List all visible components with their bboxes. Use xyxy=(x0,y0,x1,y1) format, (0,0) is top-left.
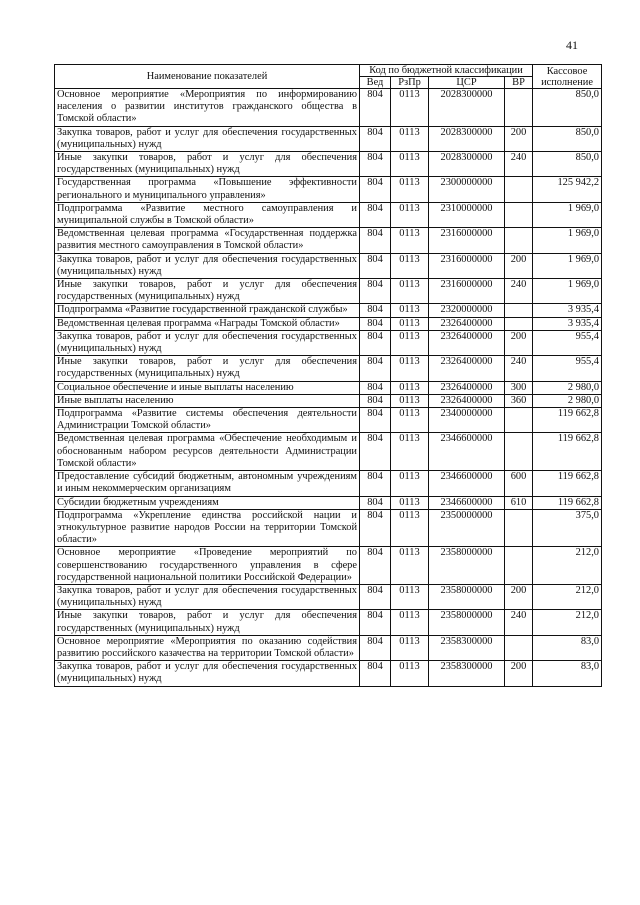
row-ved: 804 xyxy=(360,471,391,496)
row-ved: 804 xyxy=(360,202,391,227)
row-amount: 119 662,8 xyxy=(533,471,602,496)
row-csr: 2326400000 xyxy=(429,381,505,394)
table-row xyxy=(55,584,602,609)
row-vr: 200 xyxy=(505,126,533,151)
row-ved: 804 xyxy=(360,381,391,394)
row-name: Иные закупки товаров, работ и услуг для обеспечения государственных (муниципальных) нужд xyxy=(55,279,360,304)
row-csr: 2358000000 xyxy=(429,584,505,609)
table-row xyxy=(55,471,602,496)
row-csr: 2346600000 xyxy=(429,496,505,509)
table-row xyxy=(55,177,602,202)
header-amount-column: Кассовое исполнение xyxy=(533,65,602,89)
row-amount: 955,4 xyxy=(533,330,602,355)
row-name: Закупка товаров, работ и услуг для обеспечения государственных (муниципальных) нужд xyxy=(55,330,360,355)
row-vr: 200 xyxy=(505,661,533,686)
row-ved: 804 xyxy=(360,89,391,127)
row-csr: 2350000000 xyxy=(429,509,505,547)
row-name: Подпрограмма «Развитие государственной гражданской службы» xyxy=(55,304,360,317)
header-ved: Вед xyxy=(360,77,391,89)
row-rzpr: 0113 xyxy=(391,433,429,471)
row-rzpr: 0113 xyxy=(391,279,429,304)
row-csr: 2340000000 xyxy=(429,408,505,433)
row-vr xyxy=(505,317,533,330)
row-csr: 2320000000 xyxy=(429,304,505,317)
row-rzpr: 0113 xyxy=(391,584,429,609)
table-row xyxy=(55,152,602,177)
row-rzpr: 0113 xyxy=(391,152,429,177)
row-ved: 804 xyxy=(360,304,391,317)
row-rzpr: 0113 xyxy=(391,509,429,547)
table-row xyxy=(55,610,602,635)
row-vr xyxy=(505,635,533,660)
row-vr: 200 xyxy=(505,253,533,278)
row-csr: 2358300000 xyxy=(429,661,505,686)
row-amount: 955,4 xyxy=(533,356,602,381)
row-amount: 1 969,0 xyxy=(533,228,602,253)
table-row xyxy=(55,496,602,509)
row-name: Подпрограмма «Укрепление единства российской нации и этнокультурное развитие народов России на территории Томской области» xyxy=(55,509,360,547)
table-row xyxy=(55,279,602,304)
row-amount: 1 969,0 xyxy=(533,279,602,304)
row-csr: 2316000000 xyxy=(429,228,505,253)
row-amount: 212,0 xyxy=(533,584,602,609)
row-name: Государственная программа «Повышение эффективности регионального и муниципального управления» xyxy=(55,177,360,202)
row-name: Основное мероприятие «Проведение мероприятий по совершенствованию государственного управления в сфере государственной национальной политики Российской Федерации» xyxy=(55,547,360,585)
row-rzpr: 0113 xyxy=(391,228,429,253)
row-vr: 600 xyxy=(505,471,533,496)
row-rzpr: 0113 xyxy=(391,547,429,585)
row-name: Социальное обеспечение и иные выплаты населению xyxy=(55,381,360,394)
table-row xyxy=(55,381,602,394)
table-row xyxy=(55,228,602,253)
row-name: Иные закупки товаров, работ и услуг для обеспечения государственных (муниципальных) нужд xyxy=(55,610,360,635)
row-name: Ведомственная целевая программа «Государственная поддержка развития местного самоуправления в Томской области» xyxy=(55,228,360,253)
row-amount: 119 662,8 xyxy=(533,433,602,471)
table-row xyxy=(55,509,602,547)
row-ved: 804 xyxy=(360,408,391,433)
header-rzpr: РзПр xyxy=(391,77,429,89)
row-name: Закупка товаров, работ и услуг для обеспечения государственных (муниципальных) нужд xyxy=(55,661,360,686)
row-vr: 300 xyxy=(505,381,533,394)
row-rzpr: 0113 xyxy=(391,381,429,394)
header-csr: ЦСР xyxy=(429,77,505,89)
row-csr: 2310000000 xyxy=(429,202,505,227)
row-csr: 2346600000 xyxy=(429,433,505,471)
row-rzpr: 0113 xyxy=(391,635,429,660)
row-ved: 804 xyxy=(360,394,391,407)
row-vr xyxy=(505,177,533,202)
table-header xyxy=(55,65,602,89)
row-csr: 2028300000 xyxy=(429,89,505,127)
row-ved: 804 xyxy=(360,584,391,609)
row-ved: 804 xyxy=(360,509,391,547)
header-name-column: Наименование показателей xyxy=(55,65,360,89)
row-rzpr: 0113 xyxy=(391,496,429,509)
row-amount: 2 980,0 xyxy=(533,381,602,394)
row-amount: 850,0 xyxy=(533,89,602,127)
row-amount: 3 935,4 xyxy=(533,317,602,330)
row-rzpr: 0113 xyxy=(391,471,429,496)
table-row xyxy=(55,635,602,660)
row-rzpr: 0113 xyxy=(391,202,429,227)
row-rzpr: 0113 xyxy=(391,304,429,317)
row-rzpr: 0113 xyxy=(391,394,429,407)
budget-table xyxy=(54,64,602,687)
row-ved: 804 xyxy=(360,177,391,202)
row-name: Иные закупки товаров, работ и услуг для обеспечения государственных (муниципальных) нужд xyxy=(55,152,360,177)
row-name: Подпрограмма «Развитие системы обеспечения деятельности Администрации Томской области» xyxy=(55,408,360,433)
table-row xyxy=(55,304,602,317)
row-ved: 804 xyxy=(360,610,391,635)
row-rzpr: 0113 xyxy=(391,317,429,330)
row-name: Иные выплаты населению xyxy=(55,394,360,407)
row-ved: 804 xyxy=(360,152,391,177)
row-ved: 804 xyxy=(360,330,391,355)
row-rzpr: 0113 xyxy=(391,610,429,635)
row-ved: 804 xyxy=(360,253,391,278)
row-vr xyxy=(505,304,533,317)
row-vr: 240 xyxy=(505,279,533,304)
row-vr xyxy=(505,547,533,585)
row-name: Ведомственная целевая программа «Обеспечение необходимым и обоснованным набором ресурсов деятельности Администрации Томской области» xyxy=(55,433,360,471)
row-vr: 610 xyxy=(505,496,533,509)
table-row xyxy=(55,330,602,355)
row-csr: 2358000000 xyxy=(429,547,505,585)
table-row xyxy=(55,433,602,471)
table-row xyxy=(55,356,602,381)
table-row xyxy=(55,661,602,686)
row-name: Закупка товаров, работ и услуг для обеспечения государственных (муниципальных) нужд xyxy=(55,253,360,278)
row-ved: 804 xyxy=(360,126,391,151)
row-amount: 1 969,0 xyxy=(533,202,602,227)
table-row xyxy=(55,126,602,151)
row-name: Основное мероприятие «Мероприятия по оказанию содействия развитию российского казачества на территории Томской области» xyxy=(55,635,360,660)
row-vr: 360 xyxy=(505,394,533,407)
row-ved: 804 xyxy=(360,433,391,471)
table-row xyxy=(55,394,602,407)
row-name: Субсидии бюджетным учреждениям xyxy=(55,496,360,509)
row-amount: 375,0 xyxy=(533,509,602,547)
row-csr: 2028300000 xyxy=(429,126,505,151)
row-name: Ведомственная целевая программа «Награды Томской области» xyxy=(55,317,360,330)
row-ved: 804 xyxy=(360,661,391,686)
row-rzpr: 0113 xyxy=(391,408,429,433)
row-ved: 804 xyxy=(360,496,391,509)
row-ved: 804 xyxy=(360,279,391,304)
row-vr: 200 xyxy=(505,330,533,355)
row-csr: 2326400000 xyxy=(429,394,505,407)
row-rzpr: 0113 xyxy=(391,177,429,202)
row-vr: 200 xyxy=(505,584,533,609)
row-csr: 2300000000 xyxy=(429,177,505,202)
row-vr xyxy=(505,509,533,547)
row-vr xyxy=(505,228,533,253)
row-ved: 804 xyxy=(360,547,391,585)
row-amount: 119 662,8 xyxy=(533,408,602,433)
row-name: Закупка товаров, работ и услуг для обеспечения государственных (муниципальных) нужд xyxy=(55,126,360,151)
row-name: Иные закупки товаров, работ и услуг для обеспечения государственных (муниципальных) нужд xyxy=(55,356,360,381)
row-csr: 2316000000 xyxy=(429,253,505,278)
row-vr xyxy=(505,89,533,127)
row-amount: 850,0 xyxy=(533,152,602,177)
table-row xyxy=(55,202,602,227)
row-amount: 83,0 xyxy=(533,635,602,660)
row-rzpr: 0113 xyxy=(391,356,429,381)
table-row xyxy=(55,317,602,330)
row-vr xyxy=(505,433,533,471)
table-body xyxy=(55,89,602,687)
row-name: Подпрограмма «Развитие местного самоуправления и муниципальной службы в Томской области» xyxy=(55,202,360,227)
row-name: Предоставление субсидий бюджетным, автономным учреждениям и иным некоммерческим организациям xyxy=(55,471,360,496)
row-amount: 212,0 xyxy=(533,547,602,585)
row-name: Закупка товаров, работ и услуг для обеспечения государственных (муниципальных) нужд xyxy=(55,584,360,609)
row-rzpr: 0113 xyxy=(391,661,429,686)
row-csr: 2326400000 xyxy=(429,356,505,381)
row-amount: 119 662,8 xyxy=(533,496,602,509)
row-vr: 240 xyxy=(505,356,533,381)
row-csr: 2326400000 xyxy=(429,317,505,330)
row-csr: 2316000000 xyxy=(429,279,505,304)
table-row xyxy=(55,547,602,585)
row-amount: 125 942,2 xyxy=(533,177,602,202)
row-csr: 2358000000 xyxy=(429,610,505,635)
row-rzpr: 0113 xyxy=(391,253,429,278)
row-ved: 804 xyxy=(360,228,391,253)
row-amount: 850,0 xyxy=(533,126,602,151)
row-rzpr: 0113 xyxy=(391,89,429,127)
row-vr: 240 xyxy=(505,610,533,635)
header-code-group: Код по бюджетной классификации xyxy=(360,65,533,77)
row-rzpr: 0113 xyxy=(391,126,429,151)
row-amount: 2 980,0 xyxy=(533,394,602,407)
row-amount: 1 969,0 xyxy=(533,253,602,278)
row-amount: 3 935,4 xyxy=(533,304,602,317)
header-vr: ВР xyxy=(505,77,533,89)
row-vr xyxy=(505,202,533,227)
row-name: Основное мероприятие «Мероприятия по информированию населения о развитии институтов гражданского общества в Томской области» xyxy=(55,89,360,127)
row-amount: 83,0 xyxy=(533,661,602,686)
row-ved: 804 xyxy=(360,356,391,381)
table-row xyxy=(55,89,602,127)
row-csr: 2028300000 xyxy=(429,152,505,177)
row-amount: 212,0 xyxy=(533,610,602,635)
row-ved: 804 xyxy=(360,317,391,330)
row-csr: 2346600000 xyxy=(429,471,505,496)
table-row xyxy=(55,253,602,278)
row-csr: 2358300000 xyxy=(429,635,505,660)
table-row xyxy=(55,408,602,433)
page-number: 41 xyxy=(566,38,578,52)
row-ved: 804 xyxy=(360,635,391,660)
row-rzpr: 0113 xyxy=(391,330,429,355)
row-vr xyxy=(505,408,533,433)
row-vr: 240 xyxy=(505,152,533,177)
row-csr: 2326400000 xyxy=(429,330,505,355)
